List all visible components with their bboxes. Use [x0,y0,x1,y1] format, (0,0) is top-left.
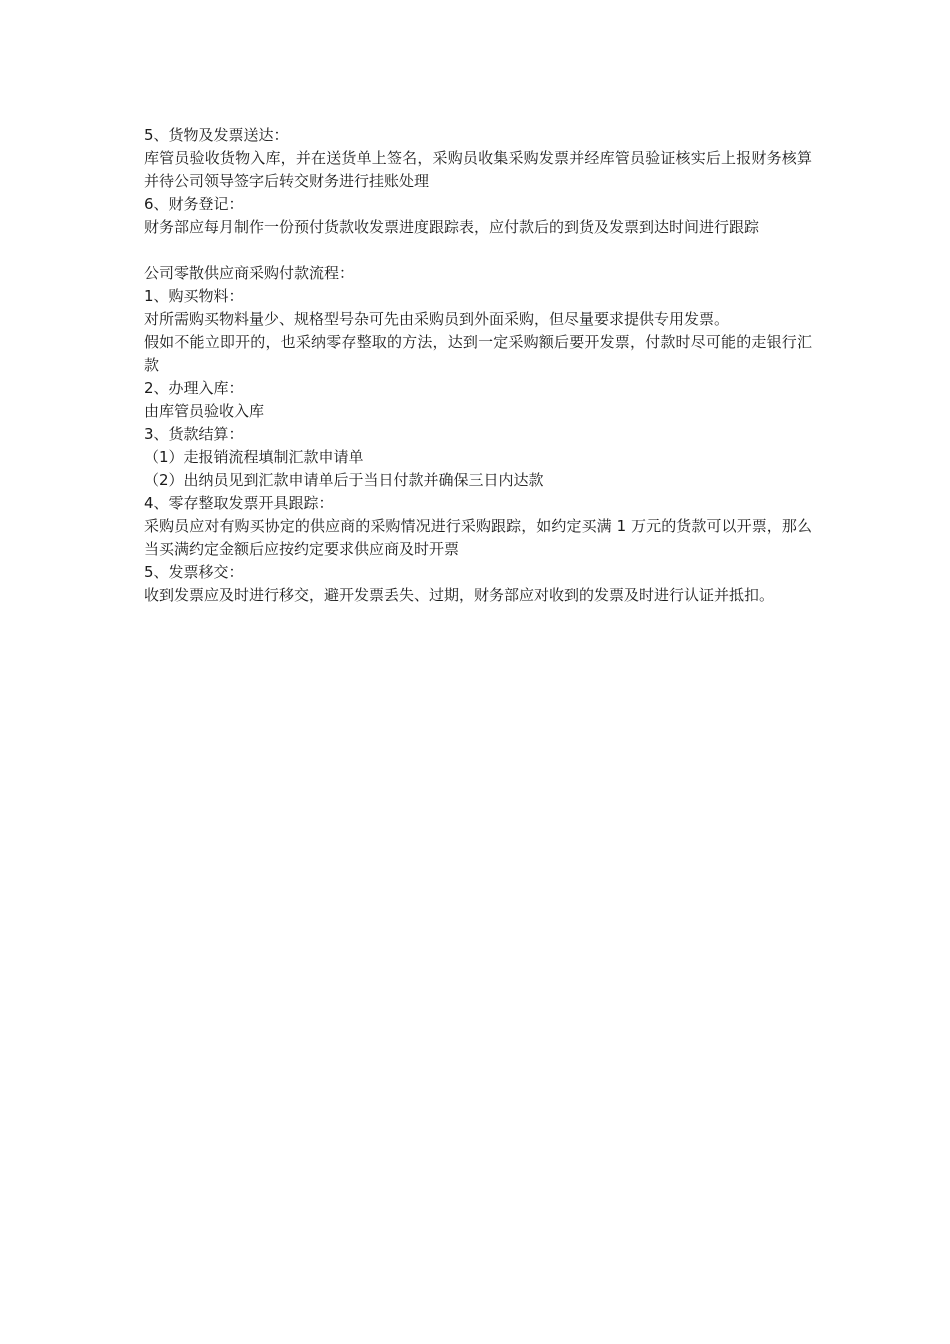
section-heading-invoice-handover: 5、发票移交： [144,563,244,581]
section-heading-purchase-materials: 1、购买物料： [144,287,244,305]
paragraph-invoice-tracking: 采购员应对有购买协定的供应商的采购情况进行采购跟踪，如约定买满 1 万元的货款可以开票，那么当买满约定金额后应按约定要求供应商及时开票 [144,517,812,558]
blank-line [144,239,812,262]
section-heading-invoice-tracking: 4、零存整取发票开具跟踪： [144,494,334,512]
paragraph-purchase-materials-1: 对所需购买物料量少、规格型号杂可先由采购员到外面采购，但尽量要求提供专用发票。 [144,310,730,328]
section-heading-payment-settlement: 3、货款结算： [144,425,244,443]
paragraph-purchase-materials-2: 假如不能立即开的，也采纳零存整取的方法，达到一定采购额后要开发票，付款时尽可能的走银行汇款 [144,333,812,374]
paragraph-finance-tracking: 财务部应每月制作一份预付货款收发票进度跟踪表，应付款后的到货及发票到达时间进行跟踪 [144,218,760,236]
list-item-settlement-1: （1）走报销流程填制汇款申请单 [144,448,364,466]
document-body [144,124,812,607]
paragraph-invoice-handover: 收到发票应及时进行移交，避开发票丢失、过期，财务部应对收到的发票及时进行认证并抵扣。 [144,586,775,604]
section-heading-warehousing: 2、办理入库： [144,379,244,397]
section-title-small-supplier-process: 公司零散供应商采购付款流程： [144,264,355,282]
paragraph-warehouse-acceptance: 库管员验收货物入库，并在送货单上签名，采购员收集采购发票并经库管员验证核实后上报财务核算并待公司领导签字后转交财务进行挂账处理 [144,149,812,190]
list-item-settlement-2: （2）出纳员见到汇款申请单后于当日付款并确保三日内达款 [144,471,544,489]
section-heading-finance-registration: 6、财务登记： [144,195,244,213]
section-heading-goods-invoice-delivery: 5、货物及发票送达： [144,126,289,144]
paragraph-warehousing: 由库管员验收入库 [144,402,265,420]
